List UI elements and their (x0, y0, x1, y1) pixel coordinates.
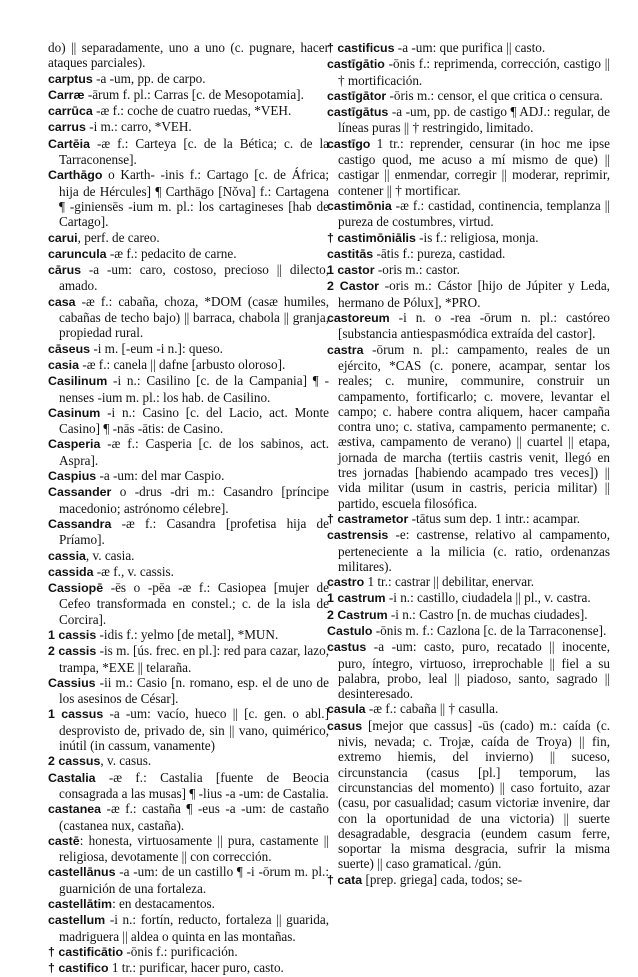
entry-definition: -æ f.: Casperia [c. de los sabinos, act. Aspra]. (59, 436, 329, 468)
entry-headword: Casinum (48, 405, 101, 420)
entry-headword: 1 castrum (327, 591, 386, 606)
dictionary-entry (48, 564, 329, 580)
dictionary-entry (48, 801, 329, 833)
entry-definition: : honesta, virtuosamente || pura, castamente || religiosa, devotamente || con corrección. (59, 832, 329, 865)
entry-headword: Castulo (327, 623, 373, 638)
dictionary-entry (327, 262, 610, 278)
entry-definition: -æ f., v. cassis. (93, 563, 174, 579)
dictionary-entry (48, 262, 329, 294)
dictionary-entry (48, 770, 329, 802)
entry-headword: castoreum (327, 311, 390, 326)
dictionary-entry (48, 706, 329, 753)
entry-definition: -ōnis m. f.: Cazlona [c. de la Tarraconense]. (372, 622, 607, 638)
entry-headword: 2 cassis (48, 644, 97, 659)
entry-headword: Cassander (48, 485, 112, 500)
entry-headword: casula (327, 702, 366, 717)
entry-headword: † castimōniālis (327, 230, 416, 245)
entry-headword: 2 Castrum (327, 607, 388, 622)
entry-definition: -tātus sum dep. 1 intr.: acampar. (408, 510, 581, 526)
dictionary-entry (327, 56, 610, 88)
entry-definition: -æ f.: cabaña || † casulla. (365, 701, 499, 717)
entry-definition: o -drus -dri m.: Casandro [príncipe macedonio; astrónomo célebre]. (59, 484, 329, 516)
entry-definition: , v. casus. (100, 753, 152, 769)
entry-definition: -æ f.: Casandra [profetisa hija de Príamo]. (59, 515, 329, 548)
dictionary-entry (48, 373, 329, 405)
dictionary-entry (327, 511, 610, 527)
entry-definition: -idis f.: yelmo [de metal], *MUN. (96, 626, 279, 642)
entry-headword: 2 Castor (327, 279, 379, 294)
entry-definition: -i n. o -rea -ōrum n. pl.: castóreo [substancia antiespasmódica extraída del castor]. (338, 310, 610, 342)
entry-headword: castē (48, 833, 80, 848)
dictionary-entry (327, 310, 610, 342)
entry-definition: -ātis f.: pureza, castidad. (373, 245, 506, 261)
entry-headword: Castalia (48, 770, 96, 785)
entry-headword: castellum (48, 913, 106, 928)
dictionary-entry (327, 872, 610, 888)
entry-definition: -æ f.: Carteya [c. de la Bética; c. de la Tarraconense]. (59, 135, 329, 168)
entry-definition: -a -um: caro, costoso, precioso || dilecto, amado. (59, 262, 329, 294)
entry-headword: castanea (48, 802, 102, 817)
entry-definition: -a -um, pp. de castigo ¶ ADJ.: regular, de líneas puras || † restringido, limitado. (338, 104, 610, 136)
entry-headword: castīgātio (327, 57, 385, 72)
entry-headword: castimōnia (327, 198, 392, 213)
dictionary-entry (48, 294, 329, 341)
dictionary-entry (327, 590, 610, 606)
dictionary-entry (327, 230, 610, 246)
entry-headword: † castificātio (48, 944, 124, 959)
entry-headword: castellātim (48, 897, 113, 912)
entry-definition: 1 tr.: purificar, hacer puro, casto. (108, 960, 284, 976)
dictionary-entry (327, 527, 610, 574)
dictionary-entry (48, 341, 329, 357)
entry-headword: † castifico (48, 961, 109, 976)
entry-definition: -a -um: que purifica || casto. (394, 40, 546, 55)
dictionary-entry (327, 88, 610, 104)
entry-definition: -i n.: Castro [n. de muchas ciudades]. (387, 606, 588, 622)
entry-headword: Cassiopē (48, 581, 104, 596)
entry-headword: cārus (48, 263, 82, 278)
entry-headword: Cassius (48, 675, 96, 690)
entry-headword: Carræ (48, 87, 85, 102)
entry-definition: -æ f.: cabaña, choza, *DOM (casæ humiles, cabañas de techo bajo) || barraca, chabola || granja, propiedad rural. (59, 293, 329, 341)
entry-headword: Carthāgo (48, 168, 103, 183)
dictionary-entry (48, 548, 329, 564)
right-column (327, 40, 610, 888)
dictionary-entry (48, 643, 329, 675)
entry-headword: cassida (48, 564, 94, 579)
entry-definition: -i m.: carro, *VEH. (85, 119, 192, 135)
entry-headword: † cata (327, 872, 363, 887)
entry-definition: -æ f.: coche de cuatro ruedas, *VEH. (92, 103, 292, 119)
dictionary-entry (48, 436, 329, 468)
entry-definition: -a -um, pp. de carpo. (92, 70, 206, 86)
entry-headword: Casilinum (48, 374, 108, 389)
entry-definition: [mejor que cassus] -ūs (cado) m.: caída (c. nivis, nevada; c. Trojæ, caída de Troya) || fin, extremo hiemis, del invierno) || suceso, circunstancia (casus [pl.] temporum, las circunstancias del momento) || caso fortuito, azar (casu, por casualidad; casum victoriæ invenire, dar con la oportunidad de una victoria) || suerte desagradable, desgracia (eundem casum ferre, soportar la misma desgracia, sufrir la misma suerte) || caso gramatical. /gún. (338, 717, 610, 872)
dictionary-entry (327, 342, 610, 511)
dictionary-entry (48, 136, 329, 168)
entry-definition: -ōris m.: censor, el que critica o censura. (386, 87, 603, 103)
entry-definition: -i n.: fortín, reducto, fortaleza || guarida, madriguera || aldea o quinta en las montañas. (59, 912, 329, 944)
entry-headword: casus (327, 718, 363, 733)
dictionary-entry (48, 960, 329, 976)
entry-definition: -æ f.: pedacito de carne. (106, 245, 237, 261)
dictionary-entry (48, 119, 329, 135)
dictionary-entry (48, 246, 329, 262)
entry-headword: castro (327, 575, 365, 590)
entry-headword: Cartēia (48, 136, 91, 151)
entry-headword: castīgātor (327, 88, 387, 103)
entry-definition: -a -um: del mar Caspio. (96, 468, 225, 484)
entry-definition: -i n.: Casino [c. del Lacio, act. Monte Casino] ¶ -nās -ātis: de Casino. (59, 404, 329, 437)
entry-definition: , v. casia. (85, 547, 135, 563)
entry-headword: castīgātus (327, 105, 389, 120)
dictionary-entry (48, 675, 329, 707)
entry-headword: castitās (327, 246, 374, 261)
entry-definition: -æ f.: castidad, continencia, templanza || pureza de costumbres, virtud. (338, 197, 610, 230)
dictionary-entry (48, 627, 329, 643)
dictionary-entry (327, 718, 610, 872)
entry-headword: cāseus (48, 341, 91, 356)
entry-definition: -oris m.: Cástor [hijo de Júpiter y Leda, hermano de Pólux], *PRO. (338, 278, 610, 310)
entry-headword: casa (48, 294, 76, 309)
dictionary-entry (48, 833, 329, 865)
entry-headword: cassia (48, 548, 86, 563)
entry-headword: carptus (48, 71, 93, 86)
entry-definition: -is m. [ús. frec. en pl.]: red para cazar, lazo, trampa, *EXE || telaraña. (59, 643, 329, 675)
dictionary-entry (327, 701, 610, 717)
dictionary-entry (48, 167, 329, 229)
entry-definition: -i m. [-eum -i n.]: queso. (90, 340, 223, 356)
entry-definition: -i n.: Casilino [c. de la Campania] ¶ -nenses -ium m. pl.: los hab. de Casilino. (59, 373, 329, 405)
left-column (48, 40, 329, 977)
entry-definition: -ēs o -pēa -æ f.: Casiopea [mujer de Cefeo transformada en constel.; c. de la isla de Corcira]. (59, 580, 329, 627)
dictionary-entry (48, 357, 329, 373)
entry-definition: -ōnis f.: reprimenda, corrección, castigo || † mortificación. (338, 56, 610, 88)
dictionary-entry (48, 864, 329, 896)
dictionary-entry (48, 484, 329, 516)
entry-headword: † castificus (327, 41, 395, 55)
dictionary-entry (48, 753, 329, 769)
entry-headword: castīgo (327, 136, 371, 151)
dictionary-entry (327, 246, 610, 262)
entry-headword: † castrametor (327, 511, 409, 526)
entry-definition: 1 tr.: castrar || debilitar, enervar. (364, 574, 535, 590)
entry-headword: 1 cassus (48, 707, 104, 722)
entry-definition: -a -um: vacío, hueco || [c. gen. o abl.] desprovisto de, privado de, sin || vano, quimérico, inútil (in cassum, vanamente) (59, 706, 329, 754)
entry-headword: castrensis (327, 528, 389, 543)
entry-definition: -ōnis f.: purificación. (123, 943, 238, 959)
dictionary-entry (48, 896, 329, 912)
dictionary-entry (327, 198, 610, 230)
entry-definition: -ārum f. pl.: Carras [c. de Mesopotamia]. (84, 86, 304, 102)
dictionary-entry (327, 136, 610, 198)
dictionary-entry (327, 278, 610, 310)
dictionary-entry (327, 639, 610, 701)
entry-headword: castellānus (48, 865, 116, 880)
entry-headword: carui (48, 230, 78, 245)
entry-headword: 1 cassis (48, 627, 97, 642)
entry-definition: -ii m.: Casio [n. romano, esp. el de uno de los asesinos de César]. (59, 674, 329, 707)
entry-definition: -ōrum n. pl.: campamento, reales de un ejército, *CAS (c. ponere, acampar, sentar los reales; c. munire, communire, construir un campamento, fortificarlo; c. movere, levantar el campo; c. habere contra aliquem, hacer campaña contra uno; c. stativa, campamento permanente; c. æstiva, campamento de verano) || cuartel || etapa, jornada de marcha (tertiis castris venit, llegó en tres jornadas [habiendo acampado tres veces]) || vida militar (usum in castris, pericia militar) || partido, escuela filosófica. (338, 341, 610, 511)
dictionary-entry (327, 623, 610, 639)
dictionary-entry (48, 40, 329, 71)
dictionary-entry (48, 912, 329, 944)
entry-headword: 1 castor (327, 263, 375, 278)
entry-headword: Caspius (48, 469, 97, 484)
entry-definition: -is f.: religiosa, monja. (415, 229, 539, 245)
entry-definition: -a -um: casto, puro, recatado || inocente, puro, íntegro, virtuoso, irreprochable || fiel a su palabra, probo, leal || piadoso, santo, sagrado || desinteresado. (338, 639, 610, 702)
dictionary-entry (48, 87, 329, 103)
dictionary-entry (48, 516, 329, 548)
entry-definition: -æ f.: Castalia [fuente de Beocia consagrada a las musas] ¶ -lius -a -um: de Castalia. (59, 769, 329, 801)
entry-headword: castra (327, 342, 364, 357)
entry-headword: casia (48, 357, 80, 372)
entry-headword: Casperia (48, 437, 101, 452)
entry-definition: -oris m.: castor. (374, 262, 460, 278)
dictionary-entry (48, 405, 329, 437)
dictionary-entry (327, 40, 610, 56)
entry-definition: o Karth- -inis f.: Cartago [c. de África; hija de Hércules] ¶ Carthāgo [Nŏva] f.: Cartagena ¶ -giniensēs -ium m. pl.: los cartagineses [hab de Cartago]. (59, 167, 329, 230)
entry-headword: castus (327, 640, 367, 655)
entry-definition: , perf. de careo. (77, 229, 160, 245)
entry-headword: carrūca (48, 104, 93, 119)
entry-headword: caruncula (48, 246, 107, 261)
entry-definition: -æ f.: canela || dafne [arbusto oloroso]. (79, 356, 286, 372)
entry-definition: -a -um: de un castillo ¶ -i -ōrum m. pl.: guarnición de una fortaleza. (59, 864, 329, 896)
dictionary-entry (327, 574, 610, 590)
dictionary-entry (48, 71, 329, 87)
entry-definition: : en destacamentos. (112, 896, 215, 912)
entry-definition: -e: castrense, relativo al campamento, perteneciente a la milicia (c. ratio, ordenanzas militares). (338, 527, 610, 574)
entry-definition: [prep. griega] cada, todos; se- (362, 871, 523, 887)
dictionary-entry (48, 944, 329, 960)
entry-definition: -i n.: castillo, ciudadela || pl., v. castra. (385, 590, 591, 606)
dictionary-entry (48, 468, 329, 484)
dictionary-entry (48, 580, 329, 627)
entry-headword: carrus (48, 120, 86, 135)
entry-headword: 2 cassus (48, 754, 101, 769)
entry-definition: do) || separadamente, uno a uno (c. pugnare, hacer ataques parciales). (48, 40, 329, 71)
entry-definition: 1 tr.: reprender, censurar (in hoc me ipse castigo quod, me acuso a mí mismo de que) || castigar || enmendar, corregir || moderar, reprimir, contener || † mortificar. (338, 135, 610, 198)
dictionary-entry (327, 104, 610, 136)
dictionary-entry (48, 230, 329, 246)
entry-headword: Cassandra (48, 516, 112, 531)
dictionary-entry (48, 103, 329, 119)
entry-definition: -æ f.: castaña ¶ -eus -a -um: de castaño (castanea nux, castaña). (59, 801, 329, 833)
dictionary-entry (327, 607, 610, 623)
